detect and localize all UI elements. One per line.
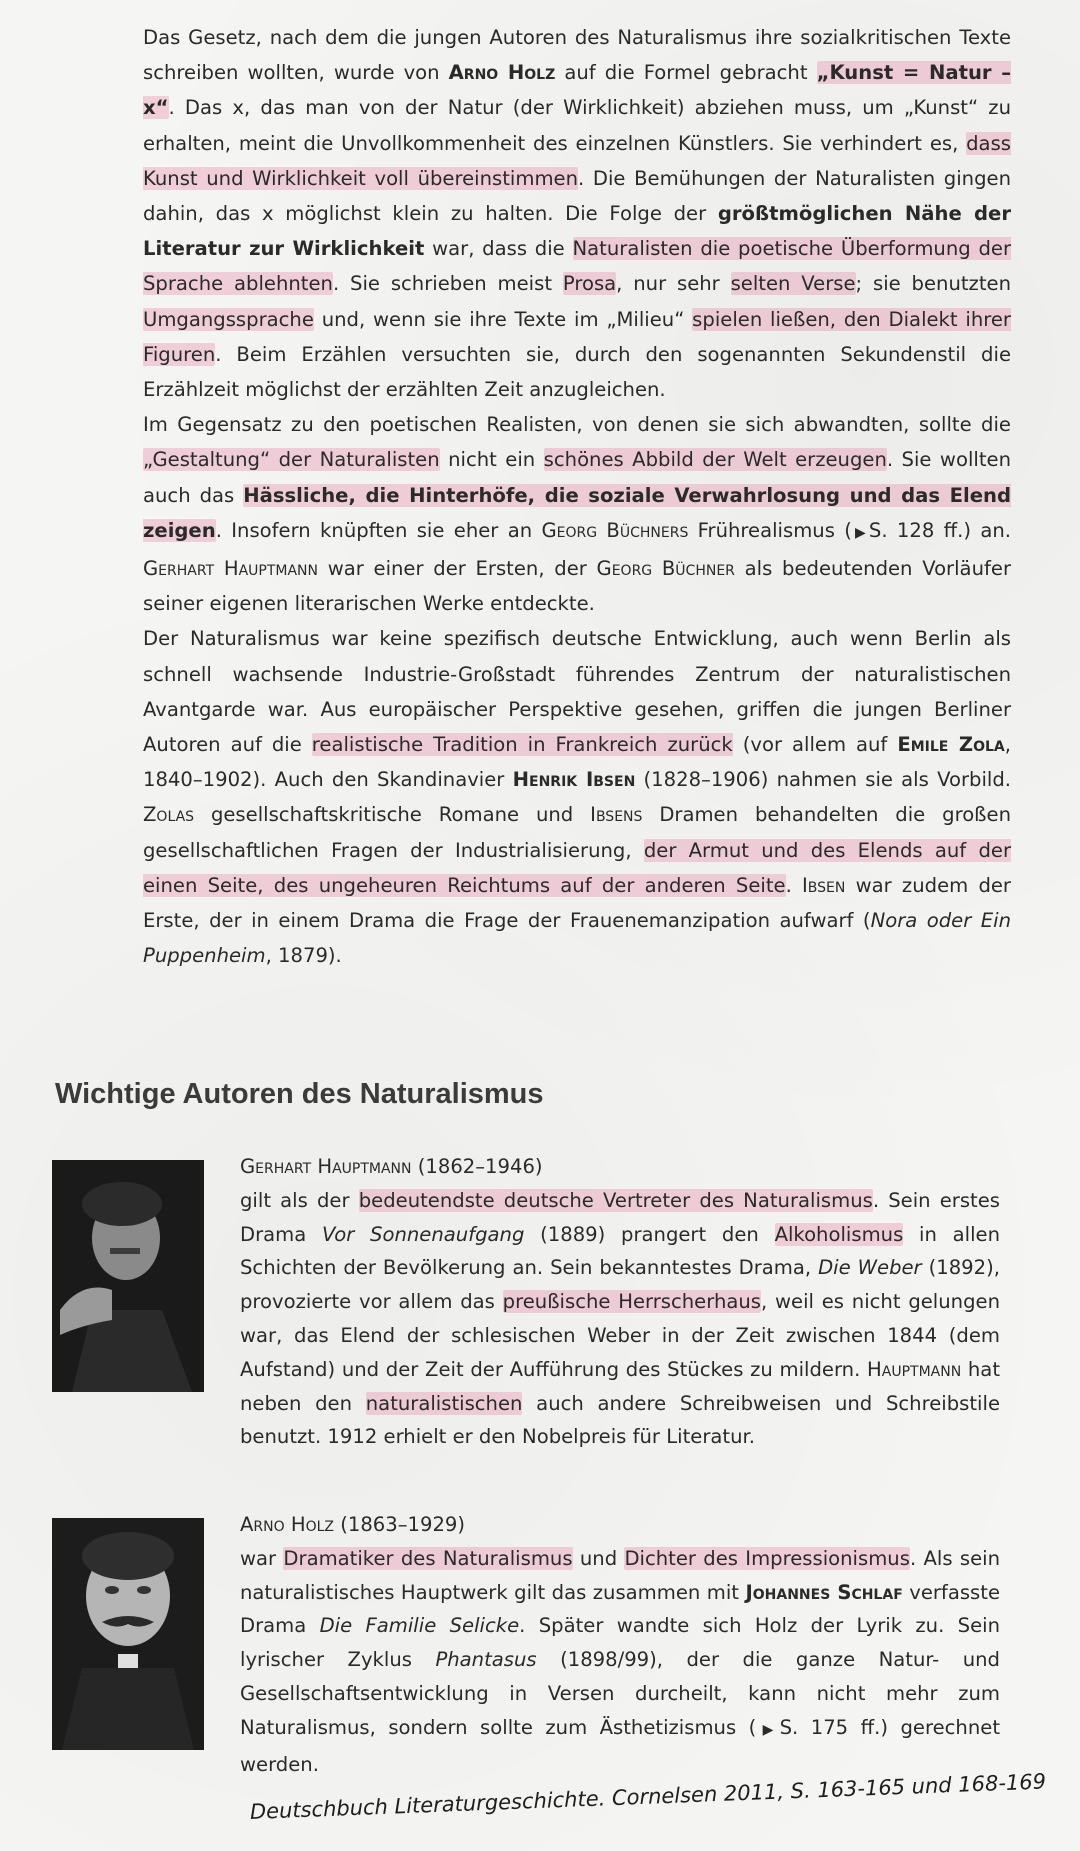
text: (vor allem auf [732, 733, 898, 757]
text: nicht ein [439, 448, 544, 472]
highlight: der Armut und des Elends auf der einen Seite, des ungeheuren Reichtums auf der anderen Seite [143, 838, 1011, 897]
text: war, dass die [424, 237, 573, 261]
author-name: Gerhart Hauptmann [240, 1155, 412, 1178]
author-name: Georg Büchner [596, 557, 735, 581]
text: . Später wandte sich Holz der Lyrik zu. Sein lyrischer Zyklus [240, 1614, 1000, 1672]
author-name: Ibsens [590, 803, 643, 827]
text: . Sein erstes Drama [240, 1188, 1000, 1246]
highlight: realistische Tradition in Frankreich zurück [311, 733, 733, 757]
main-text [143, 20, 1011, 973]
formula-highlight: „Kunst = Natur – x“ [143, 61, 1012, 120]
text: (1898/99), der die ganze Natur- und Gesellschaftsentwicklung in Versen durcheilt, kann nicht mehr zum Naturalismus, sondern sollte zum Ästhetizismus ( [240, 1648, 1000, 1739]
text: war einer der Ersten, der [318, 557, 597, 581]
highlight: Umgangssprache [143, 307, 314, 331]
work-title: Phantasus [435, 1648, 537, 1672]
highlight: Prosa [562, 272, 617, 296]
text: hat neben den [240, 1357, 1000, 1415]
work-title: Die Familie Selicke [319, 1614, 520, 1638]
author-name: Arno Holz [448, 61, 556, 85]
text: und [572, 1546, 625, 1570]
bio-holz-text [240, 1542, 1000, 1782]
work-title: Die Weber [818, 1256, 922, 1280]
text: auch andere Schreibweisen und Schreibstile benutzt. 1912 erhielt er den Nobelpreis für Literatur. [240, 1391, 1000, 1449]
author-name: Ibsen [802, 873, 846, 897]
source-citation: Deutschbuch Literaturgeschichte. Cornelsen 2011, S. 163-165 und 168-169 [249, 1769, 1047, 1824]
text: . Sie schrieben meist [332, 272, 563, 296]
page-reference: S. 128 ff. [868, 518, 964, 542]
author-name: Georg Büchners [541, 518, 689, 542]
text: gilt als der [240, 1188, 359, 1212]
text: . Das x, das man von der Natur (der Wirklichkeit) abziehen muss, um „Kunst“ zu erhalten, meint die Unvollkommenheit des einzelnen Künstlers. Sie verhindert es, [143, 96, 1011, 155]
author-name: Gerhart Hauptmann [143, 557, 318, 581]
highlight: Alkoholismus [774, 1222, 904, 1246]
highlight: selten Verse [730, 272, 856, 296]
portrait-holz [52, 1518, 204, 1750]
text: . Sie wollten auch das [143, 448, 1011, 507]
text: (1828–1906) nahmen sie als Vorbild. [635, 768, 1011, 792]
bio-hauptmann-name-line [240, 1150, 1000, 1184]
text: . Als sein naturalistisches Hauptwerk gilt das zusammen mit [240, 1546, 1000, 1604]
highlight: spielen ließen, den Dialekt ihrer Figuren [143, 307, 1011, 366]
highlight-bold: Hässliche, die Hinterhöfe, die soziale Verwahrlosung und das Elend zeigen [143, 483, 1011, 542]
highlight: dass Kunst und Wirklichkeit voll übereinstimmen [143, 131, 1011, 190]
text: ) gerechnet werden. [240, 1715, 1001, 1776]
text: . Die Bemühungen der Naturalisten gingen dahin, das x möglichst klein zu halten. Die Folge der [143, 166, 1011, 226]
paragraph-2 [143, 407, 1011, 621]
text: , 1840–1902). Auch den Skandinavier [143, 733, 1011, 792]
author-years: (1863–1929) [334, 1513, 466, 1536]
bio-hauptmann [240, 1150, 1000, 1454]
bio-holz [240, 1508, 1000, 1781]
page-reference: S. 175 ff. [779, 1715, 881, 1739]
highlight: preußische Herrscherhaus [502, 1290, 761, 1314]
text: war zudem der Erste, der in einem Drama die Frage der Frauenemanzipation aufwarf ( [143, 873, 1011, 933]
highlight: Dichter des Impressionismus [624, 1546, 910, 1570]
author-name: Johannes Schlaf [745, 1580, 903, 1604]
author-name: Henrik Ibsen [512, 768, 636, 792]
text: in allen Schichten der Bevölkerung an. Sein bekanntestes Drama, [240, 1222, 1000, 1280]
text: gesellschaftskritische Romane und [194, 803, 591, 827]
highlight: Dramatiker des Naturalismus [283, 1546, 573, 1570]
highlight: bedeutendste deutsche Vertreter des Naturalismus [358, 1188, 873, 1212]
text: war [240, 1546, 284, 1570]
text: Im Gegensatz zu den poetischen Realisten, von denen sie sich abwandten, sollte die [143, 413, 1011, 437]
text: und, wenn sie ihre Texte im „Milieu“ [313, 307, 693, 331]
text: auf die Formel gebracht [555, 61, 817, 85]
highlight: naturalistischen [365, 1391, 523, 1415]
paragraph-1 [143, 20, 1011, 407]
work-title: Vor Sonnenaufgang [321, 1222, 525, 1246]
play-arrow-icon: ▶ [851, 524, 869, 541]
work-title: Nora oder Ein Puppenheim [143, 909, 1011, 968]
author-name: Hauptmann [867, 1357, 962, 1381]
paragraph-3 [143, 621, 1011, 973]
text: Frührealismus ( [688, 518, 852, 542]
highlight: Naturalisten die poetische Überformung der Sprache ablehnten [143, 237, 1012, 296]
author-name: Emile Zola [897, 733, 1005, 757]
portrait-hauptmann [52, 1160, 204, 1392]
author-name: Arno Holz [240, 1513, 334, 1536]
section-title: Wichtige Autoren des Naturalismus [55, 1078, 544, 1110]
text: verfasste Drama [240, 1580, 1000, 1638]
text: , nur sehr [616, 272, 731, 296]
text: , weil es nicht gelungen war, das Elend der schlesischen Weber in der Zeit zwischen 1844 (dem Aufstand) und der Zeit der Aufführung des Stückes zu mildern. [240, 1290, 1000, 1381]
highlight: schönes Abbild der Welt erzeugen [543, 448, 887, 472]
bio-hauptmann-text [240, 1184, 1000, 1454]
text: ; sie benutzten [855, 272, 1011, 296]
text: . [785, 873, 803, 897]
text: als bedeutenden Vorläufer seiner eigenen literarischen Werke entdeckte. [143, 557, 1011, 616]
highlight: „Gestaltung“ der Naturalisten [143, 448, 440, 472]
text: ) an. [963, 518, 1011, 542]
text: Dramen behandelten die großen gesellschaftlichen Fragen der Industrialisierung, [143, 803, 1011, 862]
text: . Beim Erzählen versuchten sie, durch den sogenannten Sekundenstil die Erzählzeit möglichst der erzählten Zeit anzugleichen. [143, 342, 1011, 402]
author-years: (1862–1946) [411, 1155, 543, 1178]
text: (1889) prangert den [524, 1222, 775, 1246]
play-arrow-icon: ▶ [756, 1721, 780, 1738]
author-name: Zolas [143, 803, 195, 827]
text: . Insofern knüpften sie eher an [215, 518, 542, 542]
bio-holz-name-line [240, 1508, 1000, 1542]
text: (1892), provozierte vor allem das [240, 1256, 1000, 1314]
text: , 1879). [265, 944, 342, 968]
text: Der Naturalismus war keine spezifisch deutsche Entwicklung, auch wenn Berlin als schnell wachsende Industrie-Großstadt führendes Zentrum der naturalistischen Avantgarde war. Aus europäischer Perspektive gesehen, griffen die jungen Berliner Autoren auf die [143, 627, 1011, 757]
text: Das Gesetz, nach dem die jungen Autoren des Naturalismus ihre sozialkritischen Texte schreiben wollten, wurde von [143, 26, 1011, 85]
bold-phrase: größtmöglichen Nähe der Literatur zur Wirklichkeit [143, 202, 1011, 261]
